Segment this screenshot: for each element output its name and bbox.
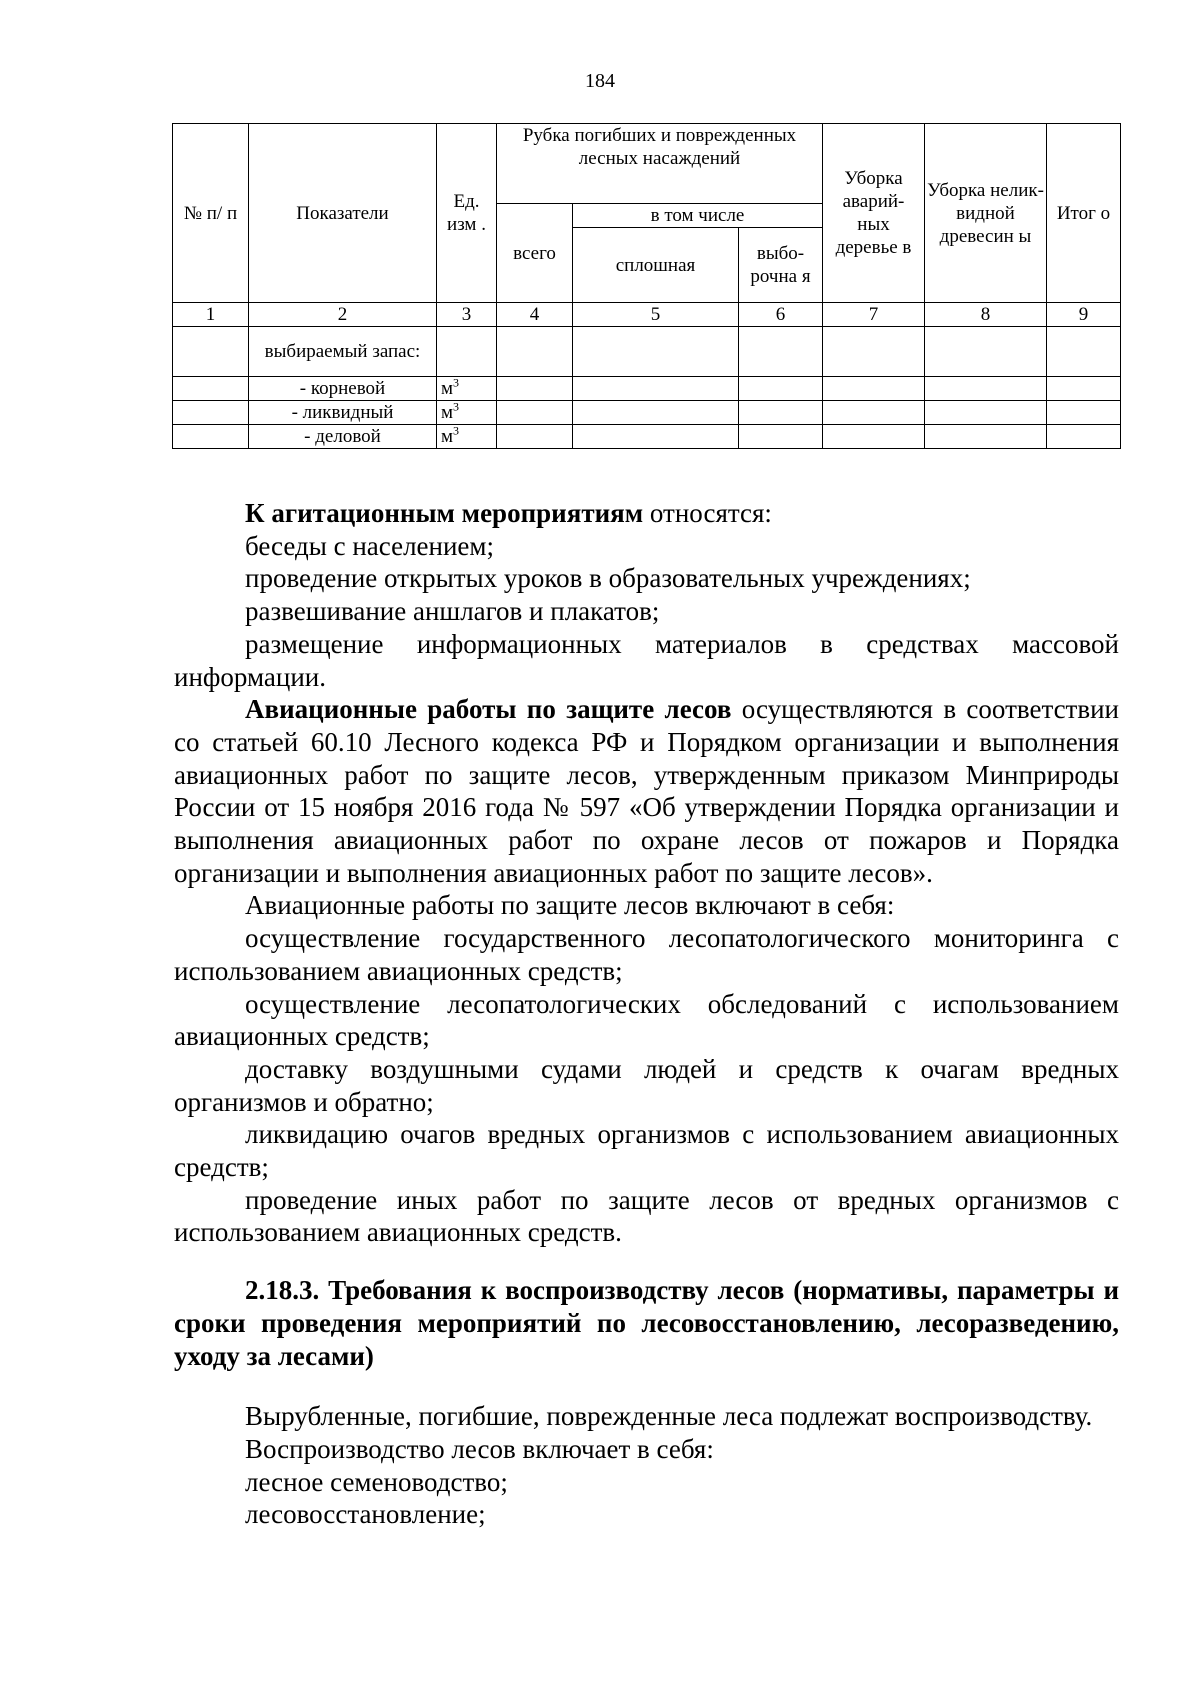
- header-all: всего: [497, 204, 573, 303]
- column-number: 7: [823, 303, 925, 327]
- row-label: - корневой: [249, 377, 437, 401]
- paragraph: осуществление лесопатологических обследований с использованием авиационных средств;: [174, 988, 1119, 1052]
- paragraph: лесовосстановление;: [245, 1499, 486, 1530]
- header-number: № п/ п: [173, 124, 249, 303]
- table-row: [173, 377, 1121, 401]
- header-total: Итог о: [1047, 124, 1121, 303]
- paragraph: осуществление государственного лесопатологического мониторинга с использованием авиационных средств;: [174, 923, 1119, 986]
- header-nonliquid-wood: Уборка нелик- видной древесин ы: [925, 124, 1047, 303]
- page-number: 184: [585, 70, 615, 92]
- row-label: - деловой: [249, 425, 437, 449]
- header-including: в том числе: [573, 204, 823, 228]
- paragraph: лесное семеноводство;: [245, 1466, 508, 1497]
- column-number: 5: [573, 303, 739, 327]
- paragraph: развешивание аншлагов и плакатов;: [245, 596, 660, 627]
- header-indicators: Показатели: [249, 124, 437, 303]
- paragraph: проведение открытых уроков в образовательных учреждениях;: [245, 563, 971, 594]
- header-emergency-trees: Уборка аварий- ных деревье в: [823, 124, 925, 303]
- paragraph: проведение иных работ по защите лесов от вредных организмов с использованием авиационных средств.: [174, 1184, 1119, 1248]
- paragraph: Авиационные работы по защите лесов включают в себя:: [245, 890, 895, 921]
- body-text: [174, 497, 1119, 1531]
- row-label: выбираемый запас:: [249, 327, 437, 377]
- data-table: [172, 123, 1121, 449]
- column-number: 8: [925, 303, 1047, 327]
- header-unit: Ед. изм .: [437, 124, 497, 303]
- row-unit: $м^3$: [437, 401, 497, 425]
- section-heading: 2.18.3. Требования к воспроизводству лесов (нормативы, параметры и сроки проведения мероприятий по лесовосстановлению, лесоразведению, уходу за лесами): [174, 1275, 1119, 1371]
- column-numbers-row: [173, 303, 1121, 327]
- column-number: 2: [249, 303, 437, 327]
- table-row: [173, 327, 1121, 377]
- header-selective: выбо- рочна я: [739, 228, 823, 303]
- paragraph: Вырубленные, погибшие, поврежденные леса подлежат воспроизводству.: [245, 1401, 1093, 1432]
- table-row: [173, 401, 1121, 425]
- paragraph: размещение информационных материалов в средствах массовой информации.: [174, 628, 1119, 692]
- column-number: 6: [739, 303, 823, 327]
- paragraph: К агитационным мероприятиям относятся:: [245, 498, 772, 528]
- header-felling-group: Рубка погибших и поврежденных лесных насаждений: [497, 124, 823, 204]
- paragraph: доставку воздушными судами людей и средств к очагам вредных организмов и обратно;: [174, 1053, 1119, 1117]
- paragraph: беседы с населением;: [245, 530, 494, 561]
- row-unit: $м^3$: [437, 425, 497, 449]
- paragraph: ликвидацию очагов вредных организмов с использованием авиационных средств;: [174, 1119, 1119, 1183]
- column-number: 9: [1047, 303, 1121, 327]
- row-unit: $м^3$: [437, 377, 497, 401]
- column-number: 3: [437, 303, 497, 327]
- column-number: 1: [173, 303, 249, 327]
- header-solid: сплошная: [573, 228, 739, 303]
- table-row: [173, 425, 1121, 449]
- paragraph: Воспроизводство лесов включает в себя:: [245, 1433, 714, 1464]
- column-number: 4: [497, 303, 573, 327]
- paragraph: Авиационные работы по защите лесов осуществляются в соответствии со статьей 60.10 Лесного кодекса РФ и Порядком организации и выполнения авиационных работ по защите лесов, утвержденным приказом Минприроды России от 15 ноября 2016 года № 597 «Об утверждении Порядка организации и выполнения авиационных работ по охране лесов от пожаров и Порядка организации и выполнения авиационных работ по защите лесов».: [174, 694, 1119, 888]
- row-label: - ликвидный: [249, 401, 437, 425]
